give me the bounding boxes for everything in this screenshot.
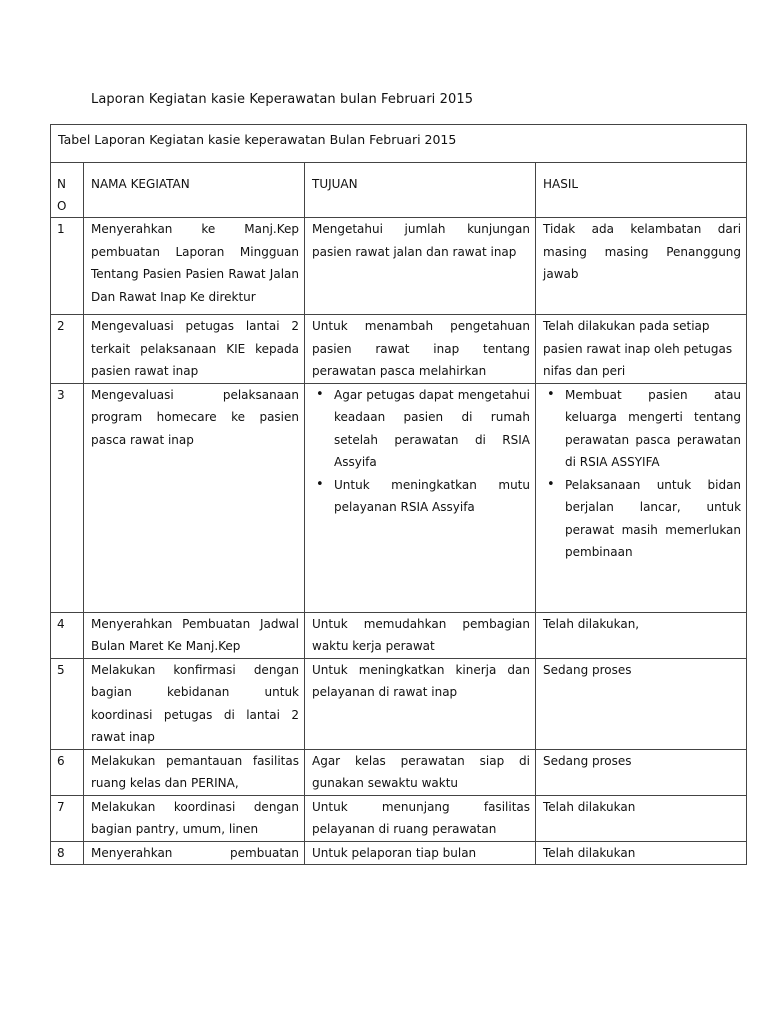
row-hasil bbox=[536, 383, 747, 612]
row-kegiatan: Menyerahkan Pembuatan Jadwal Bulan Maret Ke Manj.Kep bbox=[84, 612, 305, 658]
activity-report-table bbox=[50, 124, 747, 865]
table-row bbox=[51, 841, 747, 865]
row-hasil: Tidak ada kelambatan dari masing masing Penanggung jawab bbox=[536, 218, 747, 315]
row-number: 4 bbox=[51, 612, 84, 658]
hasil-bullet-list bbox=[543, 384, 741, 564]
row-tujuan: Agar kelas perawatan siap di gunakan sewaktu waktu bbox=[305, 749, 536, 795]
row-number: 6 bbox=[51, 749, 84, 795]
header-kegiatan: NAMA KEGIATAN bbox=[84, 163, 305, 218]
row-kegiatan: Menyerahkan ke Manj.Kep pembuatan Laporan Mingguan Tentang Pasien Pasien Rawat Jalan Dan Rawat Inap Ke direktur bbox=[84, 218, 305, 315]
row-hasil: Telah dilakukan, bbox=[536, 612, 747, 658]
row-tujuan: Untuk pelaporan tiap bulan bbox=[305, 841, 536, 865]
row-tujuan: Untuk menunjang fasilitas pelayanan di ruang perawatan bbox=[305, 795, 536, 841]
header-hasil: HASIL bbox=[536, 163, 747, 218]
row-number: 5 bbox=[51, 658, 84, 749]
header-tujuan: TUJUAN bbox=[305, 163, 536, 218]
row-hasil: Telah dilakukan bbox=[536, 841, 747, 865]
table-caption-row bbox=[51, 125, 747, 163]
bullet-item: • Agar petugas dapat mengetahui keadaan pasien di rumah setelah perawatan di RSIA Assyifa bbox=[312, 384, 530, 474]
table-header-row bbox=[51, 163, 747, 218]
row-kegiatan: Melakukan pemantauan fasilitas ruang kelas dan PERINA, bbox=[84, 749, 305, 795]
row-tujuan: Untuk meningkatkan kinerja dan pelayanan di rawat inap bbox=[305, 658, 536, 749]
row-hasil: Sedang proses bbox=[536, 749, 747, 795]
table-row bbox=[51, 795, 747, 841]
row-number: 2 bbox=[51, 315, 84, 384]
row-number: 1 bbox=[51, 218, 84, 315]
bullet-item: • Untuk meningkatkan mutu pelayanan RSIA Assyifa bbox=[312, 474, 530, 519]
row-kegiatan: Menyerahkan pembuatan bbox=[84, 841, 305, 865]
row-kegiatan: Mengevaluasi petugas lantai 2 terkait pelaksanaan KIE kepada pasien rawat inap bbox=[84, 315, 305, 384]
table-row bbox=[51, 218, 747, 315]
bullet-item: • Pelaksanaan untuk bidan berjalan lancar, untuk perawat masih memerlukan pembinaan bbox=[543, 474, 741, 564]
table-row bbox=[51, 612, 747, 658]
row-tujuan: Mengetahui jumlah kunjungan pasien rawat jalan dan rawat inap bbox=[305, 218, 536, 315]
table-row bbox=[51, 749, 747, 795]
row-kegiatan: Melakukan koordinasi dengan bagian pantry, umum, linen bbox=[84, 795, 305, 841]
header-no: N O bbox=[51, 163, 84, 218]
row-tujuan: Untuk menambah pengetahuan pasien rawat inap tentang perawatan pasca melahirkan bbox=[305, 315, 536, 384]
table-row bbox=[51, 658, 747, 749]
row-hasil: Telah dilakukan bbox=[536, 795, 747, 841]
bullet-item: • Membuat pasien atau keluarga mengerti tentang perawatan pasca perawatan di RSIA ASSYIFA bbox=[543, 384, 741, 474]
table-row bbox=[51, 315, 747, 384]
row-kegiatan: Melakukan konfirmasi dengan bagian kebidanan untuk koordinasi petugas di lantai 2 rawat inap bbox=[84, 658, 305, 749]
row-kegiatan: Mengevaluasi pelaksanaan program homecare ke pasien pasca rawat inap bbox=[84, 383, 305, 612]
row-number: 7 bbox=[51, 795, 84, 841]
row-tujuan: Untuk memudahkan pembagian waktu kerja perawat bbox=[305, 612, 536, 658]
row-tujuan bbox=[305, 383, 536, 612]
row-hasil: Telah dilakukan pada setiap pasien rawat inap oleh petugas nifas dan peri bbox=[536, 315, 747, 384]
row-number: 8 bbox=[51, 841, 84, 865]
row-number: 3 bbox=[51, 383, 84, 612]
tujuan-bullet-list bbox=[312, 384, 530, 519]
row-hasil: Sedang proses bbox=[536, 658, 747, 749]
table-row bbox=[51, 383, 747, 612]
table-caption: Tabel Laporan Kegiatan kasie keperawatan Bulan Februari 2015 bbox=[51, 125, 747, 163]
document-title: Laporan Kegiatan kasie Keperawatan bulan Februari 2015 bbox=[91, 92, 474, 107]
